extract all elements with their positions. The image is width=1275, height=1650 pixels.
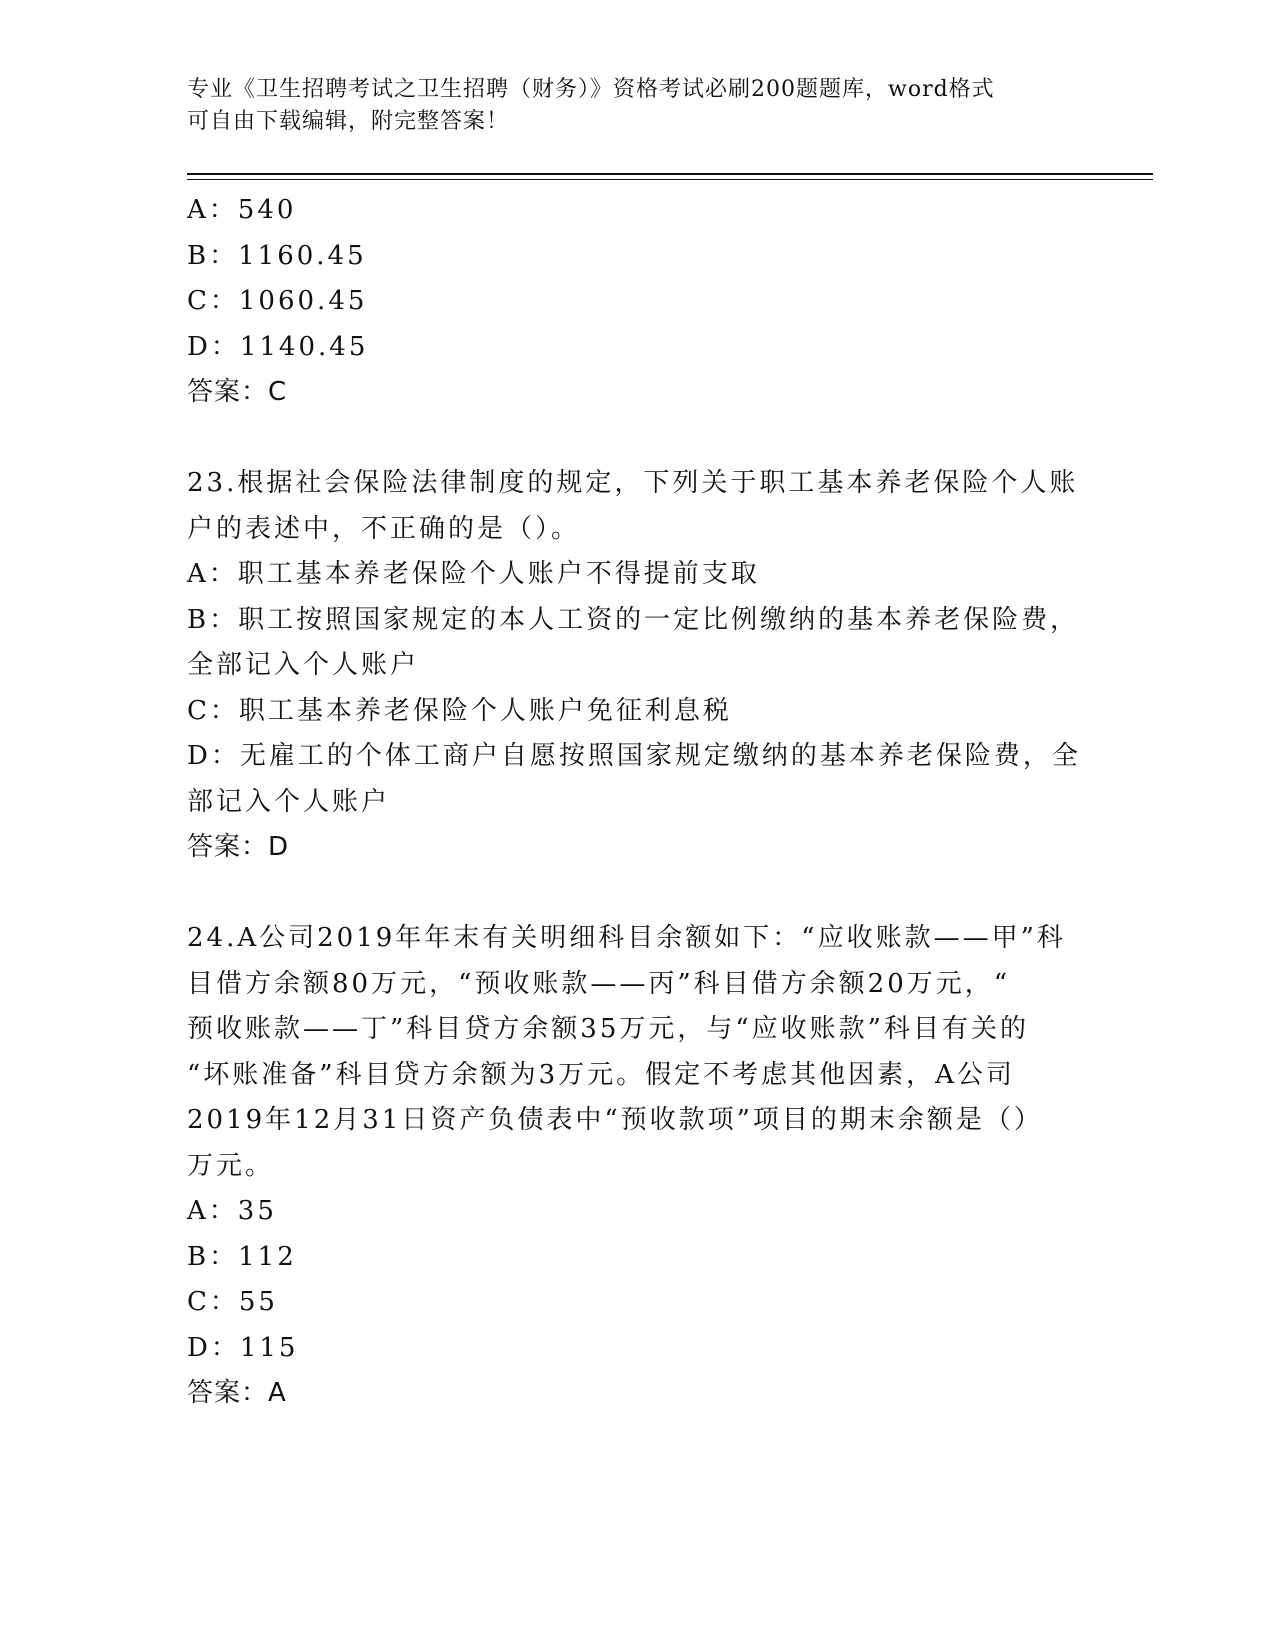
q24-answer: 答案：A (187, 1378, 287, 1408)
q23-option-d-line-1: D：无雇工的个体工商户自愿按照国家规定缴纳的基本养老保险费，全 (187, 741, 1081, 771)
spacer (187, 416, 1087, 462)
q23-option-a: A：职工基本养老保险个人账户不得提前支取 (187, 559, 760, 589)
question-22-options (187, 188, 1087, 416)
question-24 (187, 916, 1087, 1417)
q24-stem-line-1: 24.A公司2019年年末有关明细科目余额如下：“应收账款——甲”科 (187, 923, 1066, 953)
q24-option-d: D：115 (187, 1332, 299, 1363)
q22-answer: 答案：C (187, 377, 288, 407)
q24-option-b: B：112 (187, 1241, 297, 1272)
header-divider-thick (187, 173, 1153, 175)
spacer (187, 871, 1087, 917)
question-content (187, 188, 1087, 1417)
q24-stem-line-6: 万元。 (187, 1150, 275, 1181)
q24-stem-line-3: 预收账款——丁”科目贷方余额35万元，与“应收账款”科目有关的 (187, 1014, 1029, 1044)
q24-option-a: A：35 (187, 1196, 277, 1226)
q22-option-c: C：1060.45 (187, 286, 368, 316)
q24-option-c: C：55 (187, 1287, 278, 1317)
q22-option-d: D：1140.45 (187, 331, 369, 362)
q24-stem-line-2: 目借方余额80万元，“预收账款——丙”科目借方余额20万元，“ (187, 968, 1011, 999)
q22-option-a: A：540 (187, 195, 297, 225)
q23-option-d-line-2: 部记入个人账户 (187, 786, 391, 817)
header-title-line-1: 专业《卫生招聘考试之卫生招聘（财务）》资格考试必刷200题题库，word格式 (187, 77, 995, 102)
header-title-line-2: 可自由下载编辑，附完整答案！ (187, 109, 510, 134)
q23-option-c: C：职工基本养老保险个人账户免征利息税 (187, 695, 732, 726)
q23-option-b-line-2: 全部记入个人账户 (187, 650, 420, 680)
q24-stem-line-4: “坏账准备”科目贷方余额为3万元。假定不考虑其他因素，A公司 (187, 1059, 1015, 1090)
q24-stem-line-5: 2019年12月31日资产负债表中“预收款项”项目的期末余额是（） (187, 1105, 1043, 1135)
question-23 (187, 461, 1087, 871)
q23-answer: 答案：D (187, 832, 290, 862)
document-header (187, 74, 1067, 138)
q23-option-b-line-1: B：职工按照国家规定的本人工资的一定比例缴纳的基本养老保险费， (187, 604, 1080, 635)
header-divider-thin (187, 179, 1153, 180)
q23-stem-line-2: 户的表述中，不正确的是（）。 (187, 513, 581, 544)
q22-option-b: B：1160.45 (187, 240, 367, 271)
q23-stem-line-1: 23.根据社会保险法律制度的规定，下列关于职工基本养老保险个人账 (187, 468, 1079, 498)
